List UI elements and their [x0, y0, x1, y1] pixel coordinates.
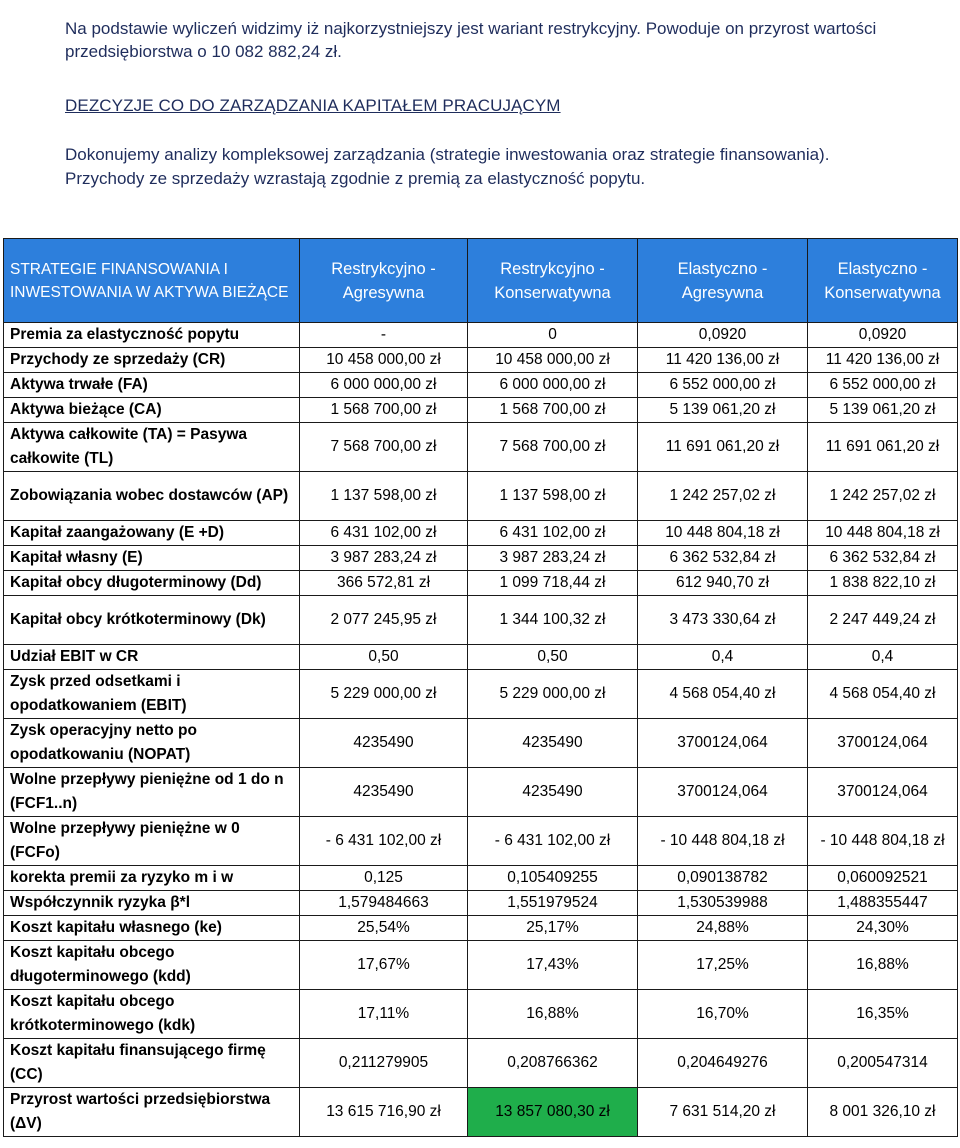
table-row	[4, 719, 958, 768]
table-cell: 4235490	[300, 768, 468, 817]
table-row	[4, 916, 958, 941]
table-cell: - 6 431 102,00 zł	[468, 817, 638, 866]
row-label: Kapitał zaangażowany (E +D)	[4, 521, 300, 546]
table-cell: 16,88%	[808, 941, 958, 990]
table-cell: 1,530539988	[638, 891, 808, 916]
column-header: Restrykcyjno - Konserwatywna	[468, 239, 638, 323]
row-label: Premia za elastyczność popytu	[4, 323, 300, 348]
analysis-line-2: Przychody ze sprzedaży wzrastają zgodnie z premią za elastyczność popytu.	[65, 169, 646, 188]
table-cell: 3700124,064	[808, 768, 958, 817]
row-label: Koszt kapitału obcego długoterminowego (kdd)	[4, 941, 300, 990]
table-cell: 17,67%	[300, 941, 468, 990]
table-row	[4, 645, 958, 670]
table-cell: 4 568 054,40 zł	[638, 670, 808, 719]
row-label: korekta premii za ryzyko m i w	[4, 866, 300, 891]
table-cell: 16,35%	[808, 990, 958, 1039]
table-row	[4, 373, 958, 398]
best-value-cell: 13 857 080,30 zł	[468, 1088, 638, 1137]
table-cell: - 10 448 804,18 zł	[808, 817, 958, 866]
analysis-line-1: Dokonujemy analizy kompleksowej zarządzania (strategie inwestowania oraz strategie finansowania).	[65, 145, 830, 164]
table-cell: 3700124,064	[808, 719, 958, 768]
table-cell: 0,125	[300, 866, 468, 891]
table-cell: 7 631 514,20 zł	[638, 1088, 808, 1137]
row-label: Przyrost wartości przedsiębiorstwa (ΔV)	[4, 1088, 300, 1137]
table-cell: 0,208766362	[468, 1039, 638, 1088]
table-cell: 0,211279905	[300, 1039, 468, 1088]
table-row	[4, 990, 958, 1039]
table-cell: 4 568 054,40 zł	[808, 670, 958, 719]
table-cell: 7 568 700,00 zł	[468, 423, 638, 472]
table-cell: 6 431 102,00 zł	[300, 521, 468, 546]
table-row	[4, 521, 958, 546]
table-row	[4, 423, 958, 472]
analysis-paragraph	[65, 143, 945, 191]
table-row	[4, 768, 958, 817]
table-cell: 0,090138782	[638, 866, 808, 891]
strategy-table	[3, 238, 958, 1137]
table-cell: 6 552 000,00 zł	[808, 373, 958, 398]
table-cell: 4235490	[468, 768, 638, 817]
row-label: Współczynnik ryzyka β*l	[4, 891, 300, 916]
table-cell: 1 137 598,00 zł	[468, 472, 638, 521]
column-header: Elastyczno - Agresywna	[638, 239, 808, 323]
table-row	[4, 596, 958, 645]
row-label: Aktywa bieżące (CA)	[4, 398, 300, 423]
table-cell: 3 987 283,24 zł	[468, 546, 638, 571]
table-cell: 1 568 700,00 zł	[468, 398, 638, 423]
table-cell: 3700124,064	[638, 768, 808, 817]
table-cell: 17,43%	[468, 941, 638, 990]
table-cell: 6 362 532,84 zł	[808, 546, 958, 571]
row-label: Przychody ze sprzedaży (CR)	[4, 348, 300, 373]
table-cell: 4235490	[300, 719, 468, 768]
table-cell: 3 987 283,24 zł	[300, 546, 468, 571]
table-corner-header: STRATEGIE FINANSOWANIA I INWESTOWANIA W AKTYWA BIEŻĄCE	[4, 239, 300, 323]
table-header-row	[4, 239, 958, 323]
table-row	[4, 546, 958, 571]
table-cell: 0,105409255	[468, 866, 638, 891]
table-cell: 0,0920	[638, 323, 808, 348]
table-cell: -	[300, 323, 468, 348]
table-row	[4, 472, 958, 521]
row-label: Udział EBIT w CR	[4, 645, 300, 670]
table-cell: 10 458 000,00 zł	[300, 348, 468, 373]
table-cell: 10 448 804,18 zł	[808, 521, 958, 546]
table-cell: 612 940,70 zł	[638, 571, 808, 596]
table-row	[4, 571, 958, 596]
table-row	[4, 941, 958, 990]
table-cell: 2 077 245,95 zł	[300, 596, 468, 645]
table-cell: 1 344 100,32 zł	[468, 596, 638, 645]
table-cell: 8 001 326,10 zł	[808, 1088, 958, 1137]
row-label: Zysk przed odsetkami i opodatkowaniem (EBIT)	[4, 670, 300, 719]
table-row	[4, 348, 958, 373]
row-label: Kapitał obcy krótkoterminowy (Dk)	[4, 596, 300, 645]
table-row	[4, 323, 958, 348]
table-cell: 5 139 061,20 zł	[638, 398, 808, 423]
table-cell: 11 420 136,00 zł	[638, 348, 808, 373]
table-cell: 10 448 804,18 zł	[638, 521, 808, 546]
row-label: Wolne przepływy pieniężne od 1 do n (FCF1..n)	[4, 768, 300, 817]
table-cell: 4235490	[468, 719, 638, 768]
table-cell: 1,551979524	[468, 891, 638, 916]
table-cell: 16,88%	[468, 990, 638, 1039]
table-cell: 0,200547314	[808, 1039, 958, 1088]
table-cell: 0	[468, 323, 638, 348]
table-cell: 6 362 532,84 zł	[638, 546, 808, 571]
table-cell: 0,204649276	[638, 1039, 808, 1088]
conclusion-paragraph: Na podstawie wyliczeń widzimy iż najkorzystniejszy jest wariant restrykcyjny. Powoduje on przyrost wartości przedsiębiorstwa o 10 082 882,24 zł.	[65, 19, 877, 61]
table-cell: - 10 448 804,18 zł	[638, 817, 808, 866]
table-cell: 1,488355447	[808, 891, 958, 916]
table-cell: 24,88%	[638, 916, 808, 941]
table-row	[4, 1039, 958, 1088]
table-cell: 0,0920	[808, 323, 958, 348]
table-cell: 25,54%	[300, 916, 468, 941]
table-cell: 2 247 449,24 zł	[808, 596, 958, 645]
table-row	[4, 670, 958, 719]
table-cell: 13 615 716,90 zł	[300, 1088, 468, 1137]
table-cell: 7 568 700,00 zł	[300, 423, 468, 472]
table-cell: 1 242 257,02 zł	[638, 472, 808, 521]
row-label: Koszt kapitału obcego krótkoterminowego (kdk)	[4, 990, 300, 1039]
table-cell: 0,4	[808, 645, 958, 670]
row-label: Zobowiązania wobec dostawców (AP)	[4, 472, 300, 521]
table-row	[4, 1088, 958, 1137]
table-row	[4, 891, 958, 916]
row-label: Aktywa trwałe (FA)	[4, 373, 300, 398]
table-cell: 1 838 822,10 zł	[808, 571, 958, 596]
table-cell: 1 568 700,00 zł	[300, 398, 468, 423]
table-row	[4, 817, 958, 866]
table-cell: 10 458 000,00 zł	[468, 348, 638, 373]
section-heading: DEZCYZJE CO DO ZARZĄDZANIA KAPITAŁEM PRACUJĄCYM	[65, 96, 561, 115]
table-cell: 0,060092521	[808, 866, 958, 891]
table-cell: 11 420 136,00 zł	[808, 348, 958, 373]
table-cell: 1 242 257,02 zł	[808, 472, 958, 521]
column-header: Restrykcyjno - Agresywna	[300, 239, 468, 323]
table-cell: 17,11%	[300, 990, 468, 1039]
row-label: Kapitał własny (E)	[4, 546, 300, 571]
table-cell: 16,70%	[638, 990, 808, 1039]
table-cell: 6 000 000,00 zł	[468, 373, 638, 398]
row-label: Aktywa całkowite (TA) = Pasywa całkowite (TL)	[4, 423, 300, 472]
table-cell: 5 139 061,20 zł	[808, 398, 958, 423]
table-cell: 11 691 061,20 zł	[638, 423, 808, 472]
table-cell: 5 229 000,00 zł	[300, 670, 468, 719]
table-cell: 1,579484663	[300, 891, 468, 916]
table-cell: 366 572,81 zł	[300, 571, 468, 596]
table-cell: 1 137 598,00 zł	[300, 472, 468, 521]
table-cell: 17,25%	[638, 941, 808, 990]
table-cell: 0,4	[638, 645, 808, 670]
table-cell: 5 229 000,00 zł	[468, 670, 638, 719]
table-cell: 3 473 330,64 zł	[638, 596, 808, 645]
table-cell: 6 431 102,00 zł	[468, 521, 638, 546]
row-label: Zysk operacyjny netto po opodatkowaniu (NOPAT)	[4, 719, 300, 768]
table-cell: 11 691 061,20 zł	[808, 423, 958, 472]
table-row	[4, 398, 958, 423]
table-cell: 0,50	[468, 645, 638, 670]
row-label: Kapitał obcy długoterminowy (Dd)	[4, 571, 300, 596]
table-cell: 0,50	[300, 645, 468, 670]
table-cell: 3700124,064	[638, 719, 808, 768]
table-cell: 6 000 000,00 zł	[300, 373, 468, 398]
table-cell: 24,30%	[808, 916, 958, 941]
row-label: Koszt kapitału finansującego firmę (CC)	[4, 1039, 300, 1088]
table-cell: 6 552 000,00 zł	[638, 373, 808, 398]
table-row	[4, 866, 958, 891]
column-header: Elastyczno - Konserwatywna	[808, 239, 958, 323]
table-cell: 25,17%	[468, 916, 638, 941]
table-cell: 1 099 718,44 zł	[468, 571, 638, 596]
row-label: Wolne przepływy pieniężne w 0 (FCFo)	[4, 817, 300, 866]
row-label: Koszt kapitału własnego (ke)	[4, 916, 300, 941]
table-cell: - 6 431 102,00 zł	[300, 817, 468, 866]
